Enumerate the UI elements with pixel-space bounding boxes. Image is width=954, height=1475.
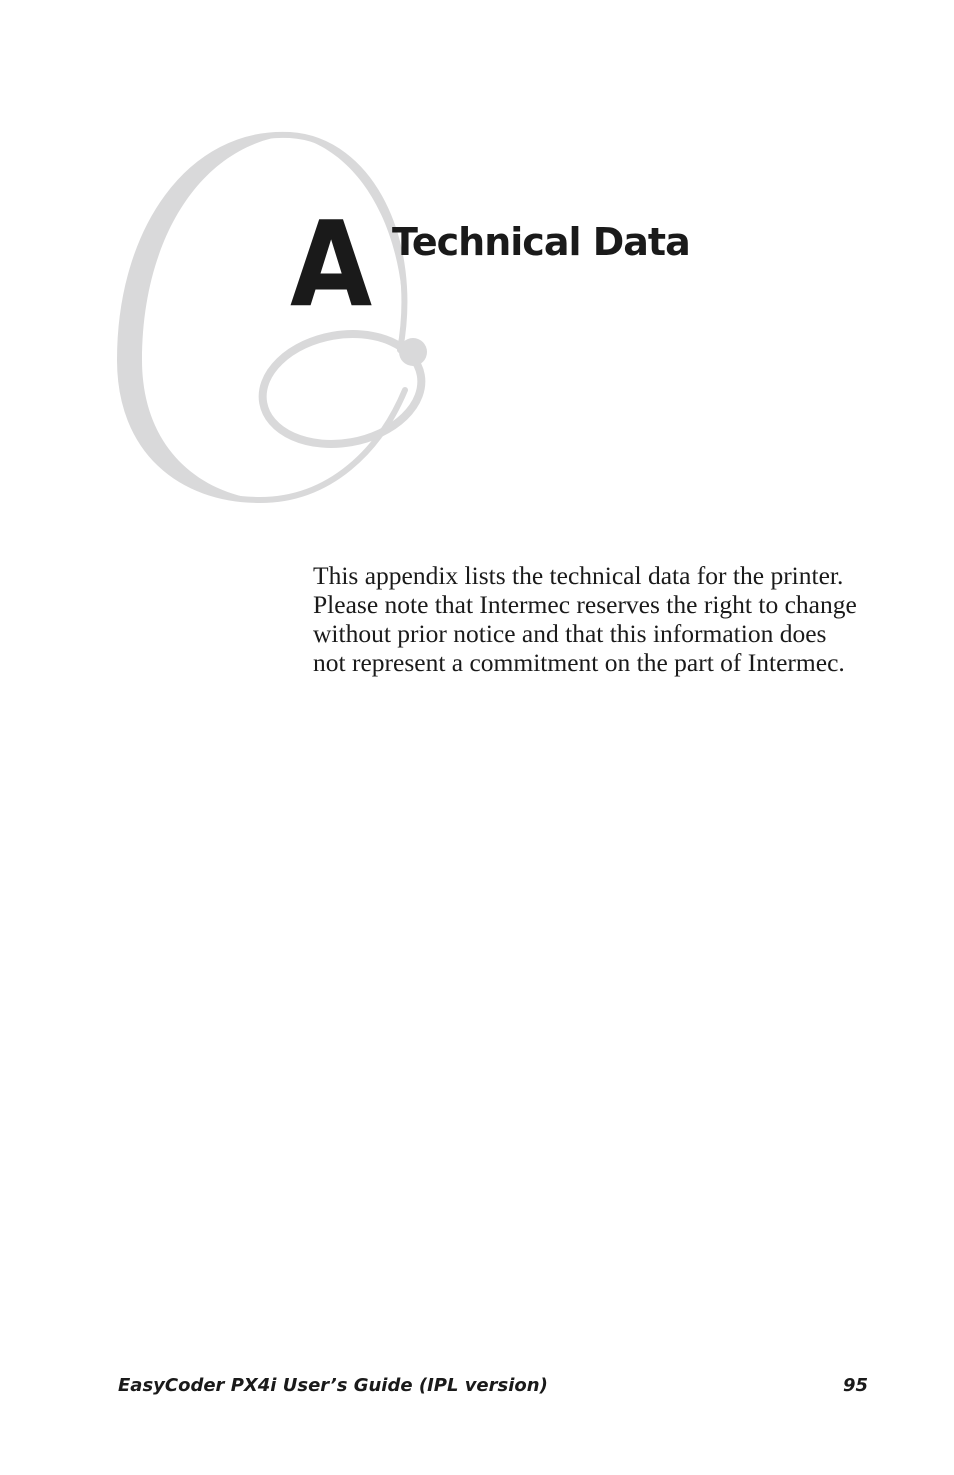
footer-page-number: 95 (842, 1375, 868, 1396)
footer-guide-title: EasyCoder PX4i User’s Guide (IPL version) (118, 1375, 548, 1396)
intro-line: not represent a commitment on the part of Intermec. (313, 648, 845, 677)
chapter-ring-graphic (100, 120, 460, 520)
intro-line: Please note that Intermec reserves the right to change (313, 590, 857, 619)
chapter-title: Technical Data (392, 220, 690, 264)
intro-line: without prior notice and that this information does (313, 619, 827, 648)
intro-paragraph (313, 561, 893, 677)
chapter-letter: A (290, 195, 369, 333)
intro-line: This appendix lists the technical data for the printer. (313, 561, 844, 590)
